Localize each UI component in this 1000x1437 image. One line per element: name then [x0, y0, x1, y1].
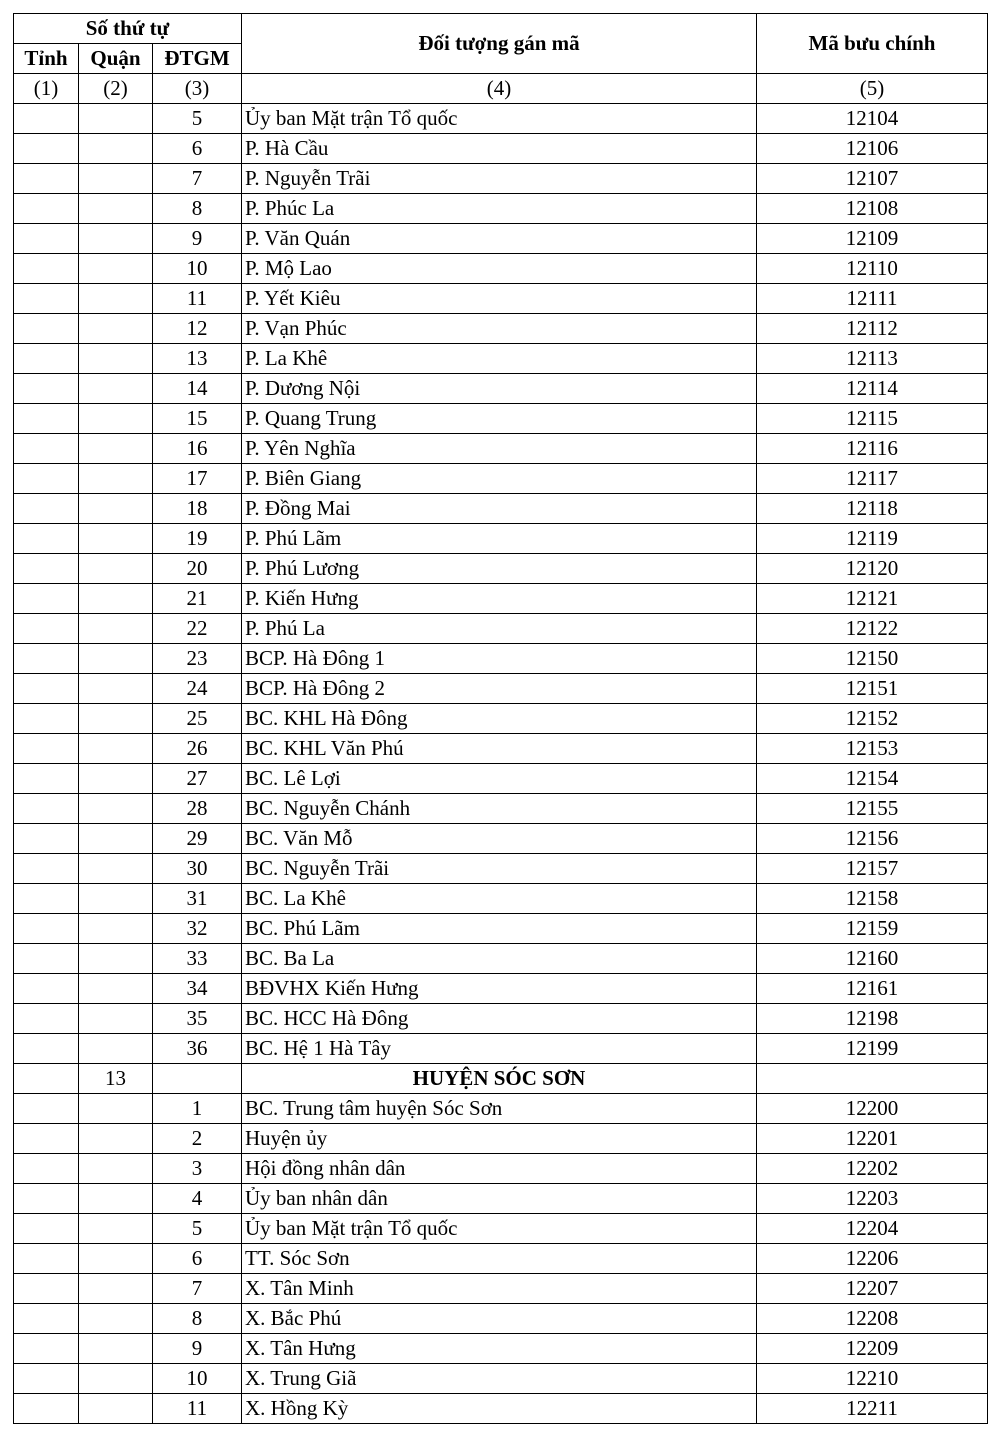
cell-object-name: Ủy ban Mặt trận Tổ quốc — [242, 104, 757, 134]
header-object: Đối tượng gán mã — [242, 14, 757, 74]
cell-quan — [79, 1034, 153, 1064]
cell-postal-code: 12160 — [757, 944, 988, 974]
cell-postal-code: 12107 — [757, 164, 988, 194]
cell-quan — [79, 884, 153, 914]
cell-postal-code: 12113 — [757, 344, 988, 374]
cell-quan — [79, 404, 153, 434]
cell-tinh — [14, 704, 79, 734]
cell-tinh — [14, 1064, 79, 1094]
cell-tinh — [14, 1304, 79, 1334]
table-row — [14, 854, 988, 884]
cell-object-name: P. Vạn Phúc — [242, 314, 757, 344]
cell-tinh — [14, 254, 79, 284]
cell-dtgm: 20 — [153, 554, 242, 584]
cell-quan — [79, 494, 153, 524]
cell-quan — [79, 734, 153, 764]
table-row — [14, 254, 988, 284]
postal-code-table — [13, 13, 988, 1424]
cell-dtgm: 22 — [153, 614, 242, 644]
cell-postal-code: 12161 — [757, 974, 988, 1004]
cell-quan — [79, 704, 153, 734]
cell-dtgm: 9 — [153, 224, 242, 254]
cell-postal-code: 12119 — [757, 524, 988, 554]
cell-tinh — [14, 554, 79, 584]
cell-quan — [79, 1094, 153, 1124]
cell-quan — [79, 284, 153, 314]
cell-quan — [79, 1154, 153, 1184]
cell-dtgm: 2 — [153, 1124, 242, 1154]
cell-tinh — [14, 854, 79, 884]
cell-tinh — [14, 1334, 79, 1364]
cell-postal-code: 12108 — [757, 194, 988, 224]
table-row — [14, 134, 988, 164]
cell-postal-code: 12112 — [757, 314, 988, 344]
cell-quan — [79, 674, 153, 704]
cell-dtgm: 18 — [153, 494, 242, 524]
table-row — [14, 1214, 988, 1244]
cell-postal-code: 12122 — [757, 614, 988, 644]
cell-tinh — [14, 884, 79, 914]
cell-dtgm: 4 — [153, 1184, 242, 1214]
cell-quan — [79, 254, 153, 284]
table-row — [14, 224, 988, 254]
cell-postal-code: 12159 — [757, 914, 988, 944]
cell-tinh — [14, 1244, 79, 1274]
header-num-3: (3) — [153, 74, 242, 104]
cell-object-name: P. Kiến Hưng — [242, 584, 757, 614]
cell-quan — [79, 1274, 153, 1304]
table-row — [14, 524, 988, 554]
cell-postal-code: 12199 — [757, 1034, 988, 1064]
cell-quan — [79, 134, 153, 164]
cell-quan — [79, 524, 153, 554]
cell-quan — [79, 434, 153, 464]
cell-dtgm: 11 — [153, 1394, 242, 1424]
cell-quan — [79, 344, 153, 374]
cell-postal-code: 12211 — [757, 1394, 988, 1424]
table-row — [14, 1034, 988, 1064]
cell-dtgm: 5 — [153, 1214, 242, 1244]
header-tinh: Tỉnh — [14, 44, 79, 74]
table-row — [14, 734, 988, 764]
cell-quan: 13 — [79, 1064, 153, 1094]
cell-object-name: Hội đồng nhân dân — [242, 1154, 757, 1184]
cell-postal-code: 12200 — [757, 1094, 988, 1124]
cell-postal-code — [757, 1064, 988, 1094]
cell-object-name: P. Văn Quán — [242, 224, 757, 254]
cell-postal-code: 12156 — [757, 824, 988, 854]
cell-tinh — [14, 644, 79, 674]
cell-tinh — [14, 794, 79, 824]
cell-quan — [79, 1184, 153, 1214]
header-quan: Quận — [79, 44, 153, 74]
cell-district-name: HUYỆN SÓC SƠN — [242, 1064, 757, 1094]
cell-postal-code: 12111 — [757, 284, 988, 314]
cell-object-name: BC. KHL Văn Phú — [242, 734, 757, 764]
table-row — [14, 974, 988, 1004]
cell-dtgm: 6 — [153, 1244, 242, 1274]
cell-quan — [79, 1244, 153, 1274]
cell-dtgm: 5 — [153, 104, 242, 134]
cell-tinh — [14, 914, 79, 944]
cell-dtgm: 23 — [153, 644, 242, 674]
cell-dtgm: 29 — [153, 824, 242, 854]
cell-quan — [79, 1364, 153, 1394]
cell-postal-code: 12208 — [757, 1304, 988, 1334]
cell-postal-code: 12152 — [757, 704, 988, 734]
cell-postal-code: 12204 — [757, 1214, 988, 1244]
table-row — [14, 104, 988, 134]
table-row — [14, 374, 988, 404]
table-row — [14, 464, 988, 494]
cell-postal-code: 12153 — [757, 734, 988, 764]
header-num-4: (4) — [242, 74, 757, 104]
cell-object-name: P. La Khê — [242, 344, 757, 374]
cell-quan — [79, 374, 153, 404]
cell-quan — [79, 614, 153, 644]
cell-tinh — [14, 974, 79, 1004]
cell-tinh — [14, 1214, 79, 1244]
cell-quan — [79, 854, 153, 884]
cell-object-name: BC. Ba La — [242, 944, 757, 974]
table-row — [14, 554, 988, 584]
table-row — [14, 884, 988, 914]
table-row — [14, 1274, 988, 1304]
cell-tinh — [14, 464, 79, 494]
cell-dtgm: 1 — [153, 1094, 242, 1124]
cell-object-name: P. Yên Nghĩa — [242, 434, 757, 464]
table-row — [14, 1154, 988, 1184]
table-row — [14, 1244, 988, 1274]
cell-dtgm — [153, 1064, 242, 1094]
table-row — [14, 194, 988, 224]
cell-quan — [79, 824, 153, 854]
cell-dtgm: 13 — [153, 344, 242, 374]
cell-object-name: P. Hà Cầu — [242, 134, 757, 164]
cell-object-name: BC. Văn Mỗ — [242, 824, 757, 854]
cell-tinh — [14, 194, 79, 224]
cell-quan — [79, 164, 153, 194]
cell-object-name: Ủy ban nhân dân — [242, 1184, 757, 1214]
cell-quan — [79, 1124, 153, 1154]
cell-postal-code: 12203 — [757, 1184, 988, 1214]
cell-dtgm: 25 — [153, 704, 242, 734]
cell-postal-code: 12201 — [757, 1124, 988, 1154]
cell-dtgm: 24 — [153, 674, 242, 704]
cell-postal-code: 12150 — [757, 644, 988, 674]
cell-quan — [79, 1334, 153, 1364]
cell-quan — [79, 914, 153, 944]
cell-dtgm: 31 — [153, 884, 242, 914]
cell-object-name: Huyện ủy — [242, 1124, 757, 1154]
cell-object-name: P. Yết Kiêu — [242, 284, 757, 314]
cell-postal-code: 12109 — [757, 224, 988, 254]
table-row — [14, 1124, 988, 1154]
table-row — [14, 764, 988, 794]
table-row — [14, 824, 988, 854]
cell-object-name: BCP. Hà Đông 2 — [242, 674, 757, 704]
table-row — [14, 1004, 988, 1034]
cell-dtgm: 6 — [153, 134, 242, 164]
cell-postal-code: 12155 — [757, 794, 988, 824]
cell-object-name: BĐVHX Kiến Hưng — [242, 974, 757, 1004]
cell-tinh — [14, 404, 79, 434]
cell-quan — [79, 224, 153, 254]
cell-dtgm: 10 — [153, 254, 242, 284]
cell-postal-code: 12104 — [757, 104, 988, 134]
cell-quan — [79, 1004, 153, 1034]
cell-postal-code: 12118 — [757, 494, 988, 524]
cell-tinh — [14, 494, 79, 524]
cell-quan — [79, 794, 153, 824]
cell-tinh — [14, 374, 79, 404]
table-row — [14, 1094, 988, 1124]
cell-tinh — [14, 1154, 79, 1184]
table-row — [14, 644, 988, 674]
cell-quan — [79, 314, 153, 344]
cell-dtgm: 33 — [153, 944, 242, 974]
header-order-group: Số thứ tự — [14, 14, 242, 44]
cell-tinh — [14, 1394, 79, 1424]
cell-dtgm: 7 — [153, 164, 242, 194]
cell-tinh — [14, 224, 79, 254]
cell-quan — [79, 644, 153, 674]
cell-dtgm: 16 — [153, 434, 242, 464]
table-row — [14, 674, 988, 704]
cell-tinh — [14, 1004, 79, 1034]
cell-dtgm: 36 — [153, 1034, 242, 1064]
district-row — [14, 1064, 988, 1094]
cell-object-name: BC. Nguyễn Chánh — [242, 794, 757, 824]
cell-tinh — [14, 1124, 79, 1154]
cell-quan — [79, 974, 153, 1004]
cell-dtgm: 14 — [153, 374, 242, 404]
cell-postal-code: 12116 — [757, 434, 988, 464]
cell-object-name: TT. Sóc Sơn — [242, 1244, 757, 1274]
cell-tinh — [14, 1364, 79, 1394]
cell-postal-code: 12207 — [757, 1274, 988, 1304]
cell-dtgm: 8 — [153, 194, 242, 224]
table-row — [14, 794, 988, 824]
cell-postal-code: 12210 — [757, 1364, 988, 1394]
cell-quan — [79, 1394, 153, 1424]
cell-tinh — [14, 734, 79, 764]
cell-object-name: P. Phú Lương — [242, 554, 757, 584]
cell-postal-code: 12110 — [757, 254, 988, 284]
cell-tinh — [14, 614, 79, 644]
cell-dtgm: 8 — [153, 1304, 242, 1334]
cell-object-name: P. Phú Lãm — [242, 524, 757, 554]
table-row — [14, 914, 988, 944]
cell-tinh — [14, 584, 79, 614]
cell-object-name: P. Phúc La — [242, 194, 757, 224]
cell-tinh — [14, 434, 79, 464]
cell-dtgm: 28 — [153, 794, 242, 824]
cell-postal-code: 12158 — [757, 884, 988, 914]
cell-object-name: BC. Lê Lợi — [242, 764, 757, 794]
table-row — [14, 344, 988, 374]
cell-dtgm: 15 — [153, 404, 242, 434]
cell-quan — [79, 554, 153, 584]
cell-postal-code: 12154 — [757, 764, 988, 794]
table-row — [14, 1364, 988, 1394]
cell-tinh — [14, 764, 79, 794]
cell-object-name: P. Phú La — [242, 614, 757, 644]
cell-tinh — [14, 344, 79, 374]
cell-postal-code: 12121 — [757, 584, 988, 614]
table-header — [14, 14, 988, 104]
cell-tinh — [14, 1034, 79, 1064]
cell-dtgm: 32 — [153, 914, 242, 944]
cell-dtgm: 35 — [153, 1004, 242, 1034]
cell-dtgm: 17 — [153, 464, 242, 494]
cell-postal-code: 12198 — [757, 1004, 988, 1034]
cell-tinh — [14, 524, 79, 554]
cell-object-name: P. Đồng Mai — [242, 494, 757, 524]
table-row — [14, 164, 988, 194]
cell-object-name: BC. Hệ 1 Hà Tây — [242, 1034, 757, 1064]
cell-tinh — [14, 104, 79, 134]
cell-object-name: BC. Phú Lãm — [242, 914, 757, 944]
cell-tinh — [14, 1274, 79, 1304]
table-row — [14, 584, 988, 614]
cell-dtgm: 27 — [153, 764, 242, 794]
table-row — [14, 944, 988, 974]
cell-dtgm: 10 — [153, 1364, 242, 1394]
cell-dtgm: 21 — [153, 584, 242, 614]
cell-dtgm: 12 — [153, 314, 242, 344]
cell-object-name: X. Bắc Phú — [242, 1304, 757, 1334]
cell-tinh — [14, 134, 79, 164]
header-num-5: (5) — [757, 74, 988, 104]
header-row-numbers — [14, 74, 988, 104]
cell-object-name: P. Nguyễn Trãi — [242, 164, 757, 194]
cell-postal-code: 12117 — [757, 464, 988, 494]
cell-tinh — [14, 824, 79, 854]
cell-quan — [79, 1214, 153, 1244]
cell-quan — [79, 944, 153, 974]
cell-quan — [79, 764, 153, 794]
cell-dtgm: 34 — [153, 974, 242, 1004]
cell-postal-code: 12202 — [757, 1154, 988, 1184]
cell-dtgm: 7 — [153, 1274, 242, 1304]
table-row — [14, 284, 988, 314]
cell-postal-code: 12157 — [757, 854, 988, 884]
cell-postal-code: 12106 — [757, 134, 988, 164]
cell-object-name: BCP. Hà Đông 1 — [242, 644, 757, 674]
cell-postal-code: 12209 — [757, 1334, 988, 1364]
cell-quan — [79, 584, 153, 614]
table-row — [14, 704, 988, 734]
cell-object-name: P. Quang Trung — [242, 404, 757, 434]
cell-object-name: P. Biên Giang — [242, 464, 757, 494]
table-row — [14, 494, 988, 524]
cell-object-name: BC. La Khê — [242, 884, 757, 914]
cell-postal-code: 12114 — [757, 374, 988, 404]
table-row — [14, 314, 988, 344]
cell-postal-code: 12120 — [757, 554, 988, 584]
header-postal-code: Mã bưu chính — [757, 14, 988, 74]
table-row — [14, 1334, 988, 1364]
cell-object-name: BC. KHL Hà Đông — [242, 704, 757, 734]
cell-postal-code: 12115 — [757, 404, 988, 434]
cell-postal-code: 12151 — [757, 674, 988, 704]
header-num-2: (2) — [79, 74, 153, 104]
header-dtgm: ĐTGM — [153, 44, 242, 74]
cell-postal-code: 12206 — [757, 1244, 988, 1274]
cell-object-name: P. Mộ Lao — [242, 254, 757, 284]
table-row — [14, 614, 988, 644]
table-row — [14, 1184, 988, 1214]
cell-dtgm: 11 — [153, 284, 242, 314]
cell-quan — [79, 464, 153, 494]
cell-object-name: X. Tân Hưng — [242, 1334, 757, 1364]
cell-tinh — [14, 314, 79, 344]
cell-object-name: BC. HCC Hà Đông — [242, 1004, 757, 1034]
table-body — [14, 104, 988, 1424]
table-row — [14, 1304, 988, 1334]
cell-object-name: BC. Nguyễn Trãi — [242, 854, 757, 884]
cell-object-name: BC. Trung tâm huyện Sóc Sơn — [242, 1094, 757, 1124]
cell-dtgm: 19 — [153, 524, 242, 554]
cell-quan — [79, 104, 153, 134]
header-num-1: (1) — [14, 74, 79, 104]
cell-tinh — [14, 1094, 79, 1124]
cell-object-name: P. Dương Nội — [242, 374, 757, 404]
cell-object-name: Ủy ban Mặt trận Tổ quốc — [242, 1214, 757, 1244]
cell-quan — [79, 194, 153, 224]
header-row-group — [14, 14, 988, 44]
table-row — [14, 1394, 988, 1424]
cell-dtgm: 26 — [153, 734, 242, 764]
cell-tinh — [14, 944, 79, 974]
cell-dtgm: 3 — [153, 1154, 242, 1184]
table-row — [14, 434, 988, 464]
cell-object-name: X. Tân Minh — [242, 1274, 757, 1304]
cell-object-name: X. Hồng Kỳ — [242, 1394, 757, 1424]
cell-tinh — [14, 1184, 79, 1214]
cell-object-name: X. Trung Giã — [242, 1364, 757, 1394]
table-row — [14, 404, 988, 434]
cell-dtgm: 30 — [153, 854, 242, 884]
cell-quan — [79, 1304, 153, 1334]
cell-tinh — [14, 164, 79, 194]
cell-tinh — [14, 674, 79, 704]
cell-tinh — [14, 284, 79, 314]
cell-dtgm: 9 — [153, 1334, 242, 1364]
